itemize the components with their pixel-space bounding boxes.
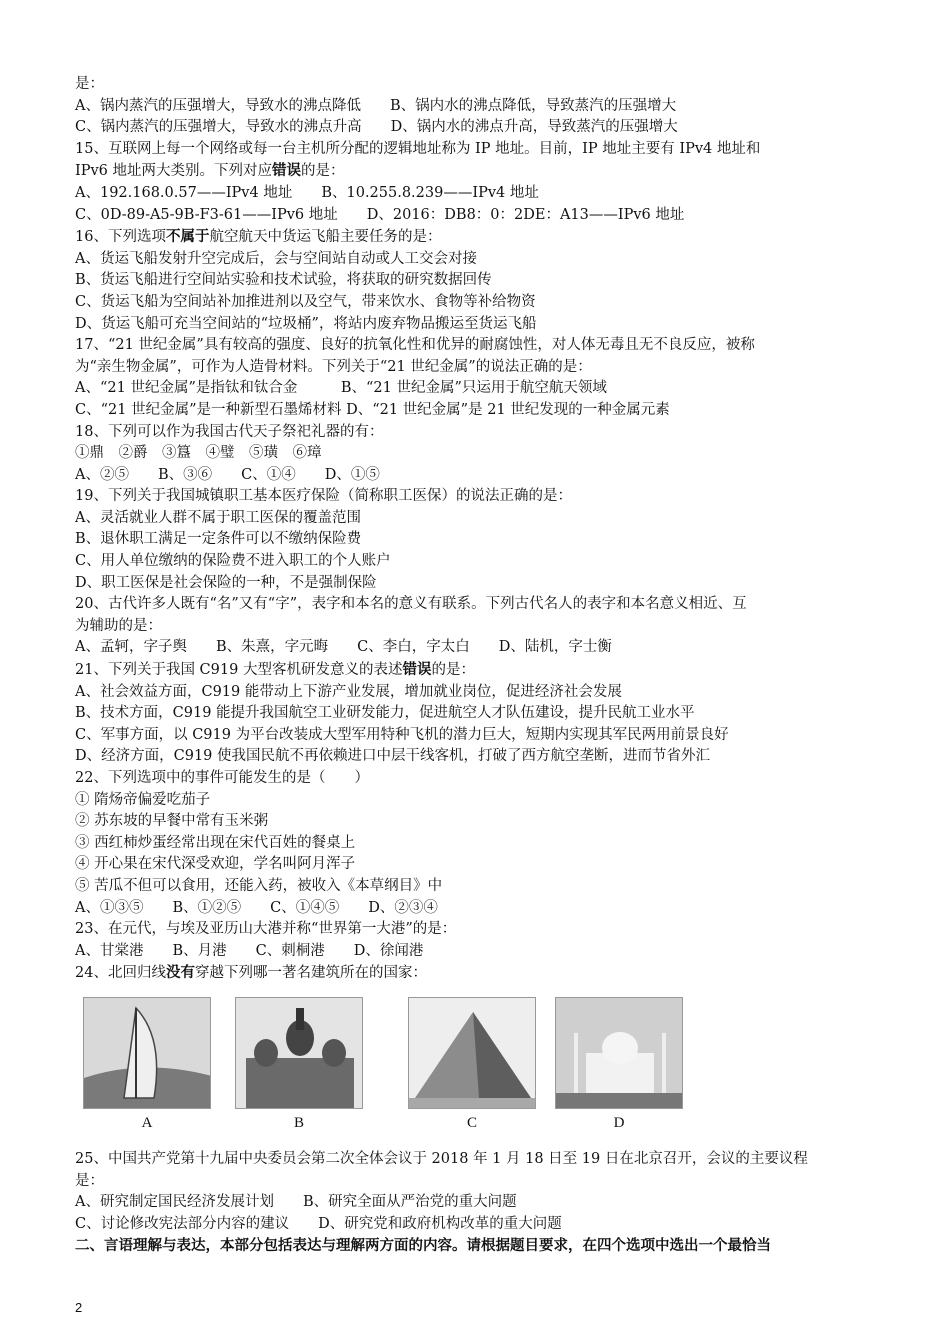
text-line [75, 919, 885, 941]
image-row [75, 997, 885, 1147]
text-span: 穿越下列哪一著名建筑所在的国家： [194, 965, 427, 982]
text-span: ④ 开心果在宋代深受欢迎，学名叫阿月浑子 [75, 856, 356, 873]
text-line [75, 160, 885, 183]
text-line [75, 270, 885, 292]
text-line [75, 1171, 885, 1193]
figure-c-caption: C [466, 1114, 477, 1131]
text-line [75, 357, 885, 379]
text-line [75, 746, 885, 768]
text-line [75, 725, 885, 747]
text-line [75, 74, 885, 96]
text-span: A、货运飞船发射升空完成后，会与空间站自动或人工交会对接 [75, 250, 477, 267]
text-line [75, 811, 885, 833]
bold-text: 错误 [402, 661, 432, 679]
bold-text: 二、言语理解与表达，本部分包括表达与理解两方面的内容。请根据题目要求，在四个选项中选出一个最恰当 [75, 1237, 771, 1255]
text-line [75, 1192, 885, 1214]
figure-d-caption: D [613, 1114, 625, 1131]
text-span: 18、下列可以作为我国古代天子祭祀礼器的有： [75, 423, 384, 440]
bold-text: 没有 [165, 964, 195, 982]
text-span: IPv6 地址两大类别。下列对应 [75, 163, 273, 180]
text-line [75, 876, 885, 898]
text-line [75, 139, 885, 161]
text-line [75, 378, 885, 400]
text-span: 为辅助的是： [75, 617, 162, 634]
text-span: 19、下列关于我国城镇职工基本医疗保险（简称职工医保）的说法正确的是： [75, 488, 572, 505]
text-line [75, 205, 885, 227]
text-span: 25、中国共产党第十九届中央委员会第二次全体会议于 2018 年 1 月 18 日至 19 日在北京召开，会议的主要议程 [75, 1150, 808, 1167]
text-line [75, 962, 885, 985]
text-span: C、“21 世纪金属”是一种新型石墨烯材料 D、“21 世纪金属”是 21 世纪发现的一种金属元素 [75, 401, 670, 418]
text-span: ①鼎 ②爵 ③簋 ④璧 ⑤璜 ⑥璋 [75, 445, 322, 462]
text-span: 的是： [431, 662, 475, 679]
text-line [75, 465, 885, 487]
figure-a-caption: A [141, 1114, 153, 1131]
figure-b [235, 997, 363, 1132]
text-line [75, 1214, 885, 1236]
text-span: ② 苏东坡的早餐中常有玉米粥 [75, 813, 269, 830]
question-block [75, 1149, 885, 1258]
text-line [75, 941, 885, 963]
taj-mahal-photo-icon [555, 997, 683, 1109]
text-line [75, 703, 885, 725]
text-span: A、研究制定国民经济发展计划 B、研究全面从严治党的重大问题 [75, 1194, 517, 1211]
text-line [75, 637, 885, 659]
text-span: A、甘棠港 B、月港 C、刺桐港 D、徐闻港 [75, 942, 424, 959]
figure-a [83, 997, 211, 1132]
text-span: 为“亲生物金属”，可作为人造骨材料。下列关于“21 世纪金属”的说法正确的是： [75, 358, 592, 375]
bold-text: 错误 [272, 162, 302, 180]
text-line [75, 682, 885, 704]
text-line [75, 790, 885, 812]
figure-d [555, 997, 683, 1132]
burj-al-arab-photo-icon [83, 997, 211, 1109]
text-line [75, 249, 885, 271]
text-line [75, 898, 885, 920]
text-span: C、0D-89-A5-9B-F3-61——IPv6 地址 D、2016：DB8：0：2DE：A13——IPv6 地址 [75, 206, 685, 223]
text-line [75, 292, 885, 314]
text-span: 航空航天中货运飞船主要任务的是： [209, 229, 442, 246]
text-span: ① 隋炀帝偏爱吃茄子 [75, 791, 211, 808]
text-line [75, 529, 885, 551]
bold-text: 不属于 [165, 228, 210, 246]
text-span: A、孟轲，字子舆 B、朱熹，字元晦 C、李白，字太白 D、陆机，字士衡 [75, 639, 612, 656]
text-span: ③ 西红柿炒蛋经常出现在宋代百姓的餐桌上 [75, 834, 356, 851]
text-line [75, 573, 885, 595]
text-span: A、192.168.0.57——IPv4 地址 B、10.255.8.239——IPv4 地址 [75, 184, 539, 201]
text-line [75, 1149, 885, 1171]
text-span: C、讨论修改宪法部分内容的建议 D、研究党和政府机构改革的重大问题 [75, 1215, 562, 1232]
text-line [75, 183, 885, 205]
text-line [75, 594, 885, 616]
text-span: 21、下列关于我国 C919 大型客机研发意义的表述 [75, 662, 403, 679]
text-line [75, 96, 885, 118]
text-span: B、技术方面，C919 能提升我国航空工业研发能力，促进航空人才队伍建设，提升民航工业水平 [75, 705, 695, 722]
text-span: 16、下列选项 [75, 229, 166, 246]
text-line [75, 508, 885, 530]
text-span: A、①③⑤ B、①②⑤ C、①④⑤ D、②③④ [75, 899, 438, 916]
text-line [75, 616, 885, 638]
text-span: A、灵活就业人群不属于职工医保的覆盖范围 [75, 509, 361, 526]
text-span: 17、“21 世纪金属”具有较高的强度、良好的抗氧化性和优异的耐腐蚀性，对人体无毒且无不良反应，被称 [75, 337, 755, 354]
text-span: A、社会效益方面，C919 能带动上下游产业发展，增加就业岗位，促进经济社会发展 [75, 683, 622, 700]
text-span: C、军事方面，以 C919 为平台改装成大型军用特种飞机的潜力巨大，短期内实现其军民两用前景良好 [75, 726, 729, 743]
text-span: 20、古代许多人既有“名”又有“字”，表字和本名的意义有联系。下列古代名人的表字和本名意义相近、互 [75, 596, 747, 613]
text-span: 24、北回归线 [75, 965, 166, 982]
text-span: A、“21 世纪金属”是指钛和钛合金 B、“21 世纪金属”只运用于航空航天领域 [75, 380, 607, 397]
st-basils-cathedral-photo-icon [235, 997, 363, 1109]
text-line [75, 443, 885, 465]
text-span: C、货运飞船为空间站补加推进剂以及空气，带来饮水、食物等补给物资 [75, 293, 536, 310]
text-line [75, 400, 885, 422]
document-page [75, 74, 885, 1258]
figure-b-caption: B [293, 1114, 304, 1131]
text-span: ⑤ 苦瓜不但可以食用，还能入药，被收入《本草纲目》中 [75, 877, 443, 894]
text-span: A、②⑤ B、③⑥ C、①④ D、①⑤ [75, 466, 380, 483]
text-line [75, 768, 885, 790]
text-line [75, 486, 885, 508]
text-line [75, 314, 885, 336]
text-span: 的是： [301, 163, 345, 180]
text-line [75, 1235, 885, 1258]
text-span: D、经济方面，C919 使我国民航不再依赖进口中层干线客机，打破了西方航空垄断，进而节省外汇 [75, 748, 711, 765]
text-line [75, 854, 885, 876]
text-span: D、职工医保是社会保险的一种，不是强制保险 [75, 574, 377, 591]
text-line [75, 422, 885, 444]
text-span: B、退休职工满足一定条件可以不缴纳保险费 [75, 531, 362, 548]
text-line [75, 833, 885, 855]
text-span: C、锅内蒸汽的压强增大，导致水的沸点升高 D、锅内水的沸点升高，导致蒸汽的压强增大 [75, 119, 678, 136]
text-span: D、货运飞船可充当空间站的“垃圾桶”，将站内废弃物品搬运至货运飞船 [75, 315, 537, 332]
text-line [75, 551, 885, 573]
text-span: 23、在元代，与埃及亚历山大港并称“世界第一大港”的是： [75, 921, 457, 938]
text-span: 15、互联网上每一个网络或每一台主机所分配的逻辑地址称为 IP 地址。目前，IP 地址主要有 IPv4 地址和 [75, 140, 761, 157]
text-line [75, 659, 885, 682]
text-span: B、货运飞船进行空间站实验和技术试验，将获取的研究数据回传 [75, 272, 492, 289]
pyramid-photo-icon [408, 997, 536, 1109]
question-block [75, 74, 885, 985]
text-line [75, 226, 885, 249]
figure-c [408, 997, 536, 1132]
text-span: 22、下列选项中的事件可能发生的是（ ） [75, 770, 369, 786]
text-line [75, 335, 885, 357]
text-span: C、用人单位缴纳的保险费不进入职工的个人账户 [75, 553, 391, 570]
text-span: 是： [75, 1172, 104, 1189]
text-span: A、锅内蒸汽的压强增大，导致水的沸点降低 B、锅内水的沸点降低，导致蒸汽的压强增大 [75, 97, 677, 114]
text-span: 是： [75, 76, 104, 92]
page-number: 2 [75, 1300, 83, 1315]
text-line [75, 117, 885, 139]
